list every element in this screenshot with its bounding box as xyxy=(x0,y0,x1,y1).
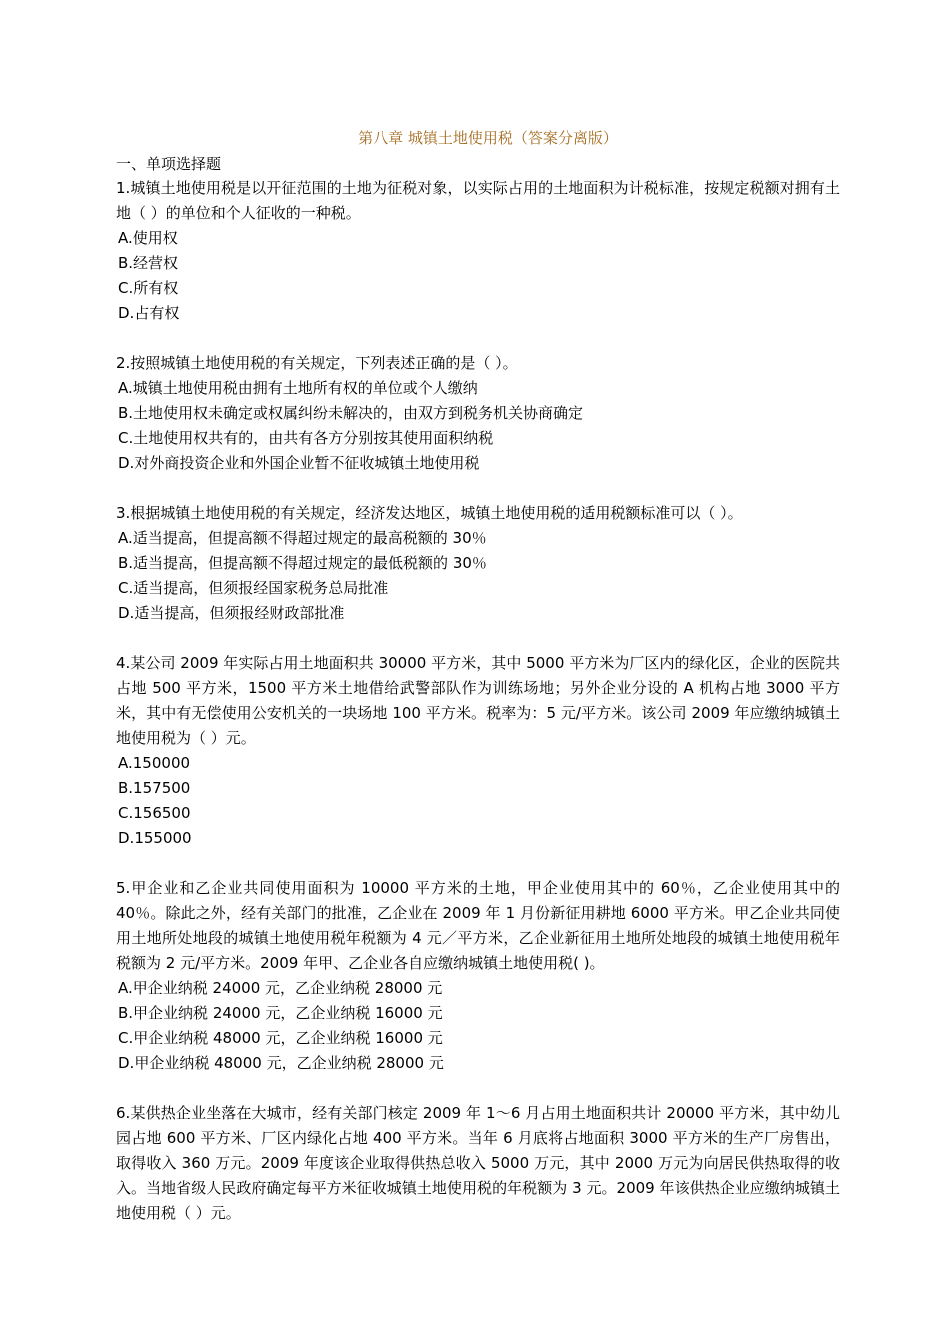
option-c: C.土地使用权共有的，由共有各方分别按其使用面积纳税 xyxy=(118,429,494,447)
option-a: A.适当提高，但提高额不得超过规定的最高税额的 30％ xyxy=(118,529,487,547)
option-c: C.所有权 xyxy=(118,279,179,297)
question-stem: 1.城镇土地使用税是以开征范围的土地为征税对象，以实际占用的土地面积为计税标准，按规定税额对拥有土地（ ）的单位和个人征收的一种税。 xyxy=(116,179,840,222)
option-a: A.150000 xyxy=(118,754,191,772)
document-page xyxy=(116,128,840,1226)
option-c: C.156500 xyxy=(118,804,191,822)
option-d: D.155000 xyxy=(118,829,192,847)
chapter-title: 第八章 城镇土地使用税（答案分离版） xyxy=(358,129,618,147)
option-b: B.适当提高，但提高额不得超过规定的最低税额的 30％ xyxy=(118,554,487,572)
option-b: B.157500 xyxy=(118,779,191,797)
option-a: A.城镇土地使用税由拥有土地所有权的单位或个人缴纳 xyxy=(118,379,478,397)
question-stem: 3.根据城镇土地使用税的有关规定，经济发达地区，城镇土地使用税的适用税额标准可以（ ）。 xyxy=(116,504,743,522)
question-stem: 6.某供热企业坐落在大城市，经有关部门核定 2009 年 1～6 月占用土地面积共计 20000 平方米，其中幼儿园占地 600 平方米、厂区内绿化占地 400 平方米。当年 6 月底将占地面积 3000 平方米的生产厂房售出，取得收入 360 万元。2009 年度该企业取得供热总收入 5000 万元，其中 2000 万元为向居民供热取得的收入。当地省级人民政府确定每平方米征收城镇土地使用税的年税额为 3 元。2009 年该供热企业应缴纳城镇土地使用税（ ）元。 xyxy=(116,1104,840,1222)
option-d: D.适当提高，但须报经财政部批准 xyxy=(118,604,345,622)
question-3 xyxy=(116,501,840,626)
question-stem: 2.按照城镇土地使用税的有关规定，下列表述正确的是（ ）。 xyxy=(116,354,518,372)
option-b: B.经营权 xyxy=(118,254,179,272)
section-heading: 一、单项选择题 xyxy=(116,155,222,173)
option-c: C.适当提高，但须报经国家税务总局批准 xyxy=(118,579,389,597)
option-d: D.占有权 xyxy=(118,304,180,322)
option-a: A.使用权 xyxy=(118,229,178,247)
option-a: A.甲企业纳税 24000 元，乙企业纳税 28000 元 xyxy=(118,979,443,997)
question-2 xyxy=(116,351,840,476)
question-stem: 4.某公司 2009 年实际占用土地面积共 30000 平方米，其中 5000 平方米为厂区内的绿化区，企业的医院共占地 500 平方米，1500 平方米土地借给武警部队作为训练场地；另外企业分设的 A 机构占地 3000 平方米，其中有无偿使用公安机关的一块场地 100 平方米。税率为：5 元/平方米。该公司 2009 年应缴纳城镇土地使用税为（ ）元。 xyxy=(116,654,840,747)
spacer xyxy=(116,476,840,501)
question-4 xyxy=(116,651,840,851)
question-stem: 5.甲企业和乙企业共同使用面积为 10000 平方米的土地，甲企业使用其中的 60％，乙企业使用其中的 40％。除此之外，经有关部门的批准，乙企业在 2009 年 1 月份新征用耕地 6000 平方米。甲乙企业共同使用土地所处地段的城镇土地使用税年税额为 4 元／平方米，乙企业新征用土地所处地段的城镇土地使用税年税额为 2 元/平方米。2009 年甲、乙企业各自应缴纳城镇土地使用税( )。 xyxy=(116,879,840,972)
spacer xyxy=(116,851,840,876)
option-c: C.甲企业纳税 48000 元，乙企业纳税 16000 元 xyxy=(118,1029,443,1047)
option-d: D.甲企业纳税 48000 元，乙企业纳税 28000 元 xyxy=(118,1054,444,1072)
option-b: B.甲企业纳税 24000 元，乙企业纳税 16000 元 xyxy=(118,1004,443,1022)
spacer xyxy=(116,326,840,351)
question-1 xyxy=(116,176,840,326)
option-d: D.对外商投资企业和外国企业暂不征收城镇土地使用税 xyxy=(118,454,480,472)
spacer xyxy=(116,1076,840,1101)
option-b: B.土地使用权未确定或权属纠纷未解决的，由双方到税务机关协商确定 xyxy=(118,404,584,422)
question-5 xyxy=(116,876,840,1076)
spacer xyxy=(116,626,840,651)
question-6 xyxy=(116,1101,840,1226)
